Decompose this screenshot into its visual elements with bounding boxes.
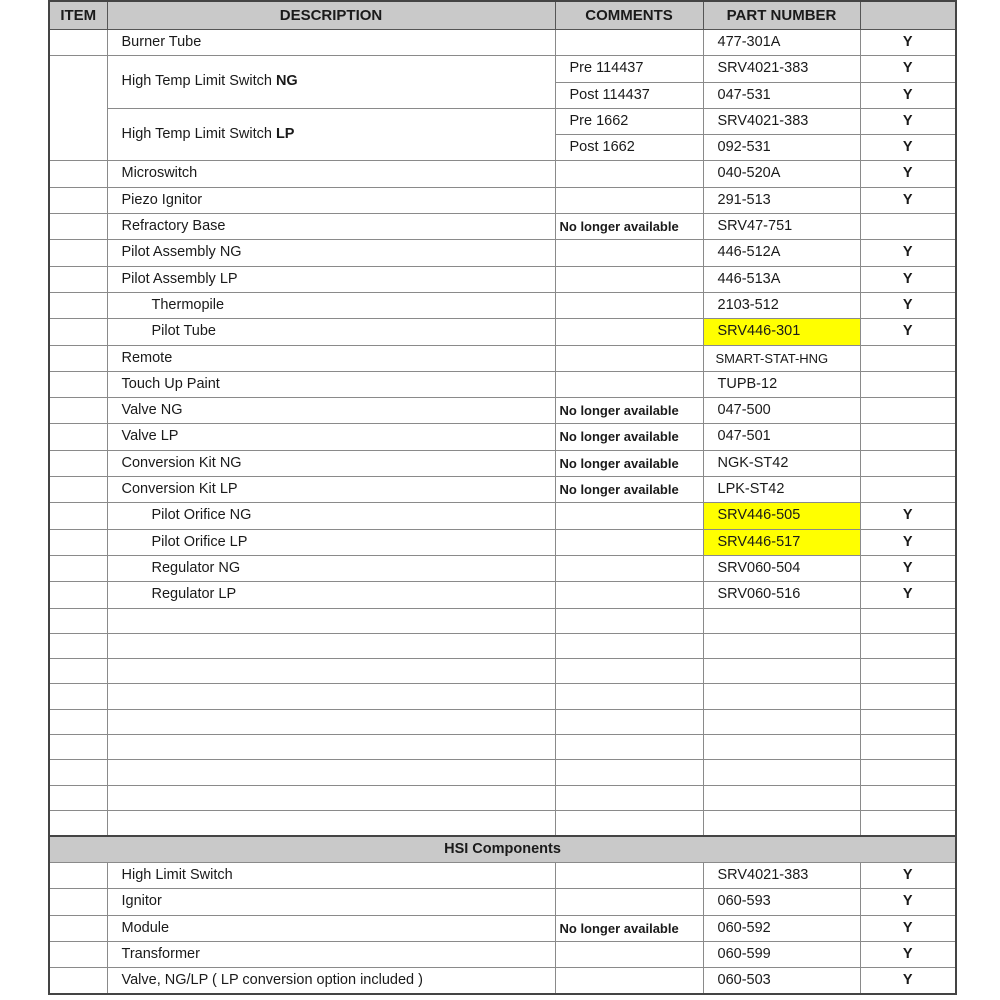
- item-cell: [49, 529, 107, 555]
- item-cell: [49, 915, 107, 941]
- flag-cell: Y: [860, 555, 956, 581]
- description-cell: Pilot Orifice NG: [107, 503, 555, 529]
- flag-cell: [860, 371, 956, 397]
- header-description: DESCRIPTION: [107, 1, 555, 30]
- section-title: HSI Components: [49, 836, 956, 863]
- description-cell: Ignitor: [107, 889, 555, 915]
- part-number-cell: 047-531: [703, 82, 860, 108]
- comment-cell: [555, 371, 703, 397]
- flag-cell: Y: [860, 56, 956, 82]
- item-cell: [49, 292, 107, 318]
- empty-row: [49, 760, 956, 785]
- table-row: [49, 424, 956, 450]
- comment-cell: No longer available: [555, 450, 703, 476]
- flag-cell: Y: [860, 135, 956, 161]
- comment-cell: [555, 941, 703, 967]
- flag-cell: Y: [860, 968, 956, 995]
- flag-cell: Y: [860, 292, 956, 318]
- table-row: [49, 345, 956, 371]
- table-row: [49, 319, 956, 345]
- flag-cell: [860, 450, 956, 476]
- comment-cell: Post 1662: [555, 135, 703, 161]
- table-row: [49, 292, 956, 318]
- flag-cell: Y: [860, 319, 956, 345]
- empty-row: [49, 709, 956, 734]
- part-number-cell: SMART-STAT-HNG: [703, 345, 860, 371]
- part-number-cell: 2103-512: [703, 292, 860, 318]
- flag-cell: Y: [860, 889, 956, 915]
- flag-cell: Y: [860, 82, 956, 108]
- header-comments: COMMENTS: [555, 1, 703, 30]
- description-cell: Valve LP: [107, 424, 555, 450]
- comment-cell: [555, 345, 703, 371]
- description-cell: Regulator LP: [107, 582, 555, 608]
- part-number-cell: 291-513: [703, 187, 860, 213]
- table-row: [49, 477, 956, 503]
- description-cell: [107, 56, 555, 109]
- table-row: [49, 56, 956, 82]
- comment-cell: [555, 582, 703, 608]
- comment-cell: [555, 968, 703, 995]
- description-cell: Piezo Ignitor: [107, 187, 555, 213]
- flag-cell: Y: [860, 266, 956, 292]
- section-header-row: [49, 836, 956, 863]
- part-number-cell: SRV060-516: [703, 582, 860, 608]
- table-row: [49, 941, 956, 967]
- flag-cell: [860, 345, 956, 371]
- part-number-cell-highlighted: SRV446-505: [703, 503, 860, 529]
- comment-cell: No longer available: [555, 214, 703, 240]
- flag-cell: [860, 477, 956, 503]
- flag-cell: Y: [860, 161, 956, 187]
- part-number-cell: SRV47-751: [703, 214, 860, 240]
- table-row: [49, 371, 956, 397]
- empty-row: [49, 659, 956, 684]
- empty-row: [49, 684, 956, 709]
- comment-cell: [555, 266, 703, 292]
- table-row: [49, 450, 956, 476]
- description-cell: Microswitch: [107, 161, 555, 187]
- part-number-cell: 060-593: [703, 889, 860, 915]
- description-cell: Valve NG: [107, 398, 555, 424]
- item-cell: [49, 450, 107, 476]
- part-number-cell-highlighted: SRV446-517: [703, 529, 860, 555]
- comment-cell: [555, 889, 703, 915]
- flag-cell: [860, 398, 956, 424]
- table-header-row: [49, 1, 956, 30]
- item-cell: [49, 56, 107, 161]
- table-row: [49, 889, 956, 915]
- part-number-cell: 047-500: [703, 398, 860, 424]
- comment-cell: Pre 114437: [555, 56, 703, 82]
- part-number-cell: 446-512A: [703, 240, 860, 266]
- table-row: [49, 582, 956, 608]
- description-cell: Pilot Assembly NG: [107, 240, 555, 266]
- comment-cell: [555, 863, 703, 889]
- description-cell: Burner Tube: [107, 30, 555, 56]
- description-cell: Conversion Kit NG: [107, 450, 555, 476]
- table-row: [49, 555, 956, 581]
- table-row: [49, 240, 956, 266]
- table-row: [49, 266, 956, 292]
- flag-cell: Y: [860, 529, 956, 555]
- description-cell: Remote: [107, 345, 555, 371]
- item-cell: [49, 345, 107, 371]
- part-number-cell: 092-531: [703, 135, 860, 161]
- item-cell: [49, 371, 107, 397]
- flag-cell: Y: [860, 240, 956, 266]
- description-cell: Pilot Tube: [107, 319, 555, 345]
- table-row: [49, 187, 956, 213]
- parts-table: [48, 0, 957, 995]
- comment-cell: [555, 319, 703, 345]
- comment-cell: No longer available: [555, 477, 703, 503]
- item-cell: [49, 161, 107, 187]
- item-cell: [49, 187, 107, 213]
- description-cell: Regulator NG: [107, 555, 555, 581]
- table-row: [49, 30, 956, 56]
- comment-cell: Pre 1662: [555, 108, 703, 134]
- comment-cell: No longer available: [555, 424, 703, 450]
- empty-row: [49, 735, 956, 760]
- flag-cell: Y: [860, 941, 956, 967]
- table-row: [49, 968, 956, 995]
- comment-cell: [555, 555, 703, 581]
- part-number-cell-highlighted: SRV446-301: [703, 319, 860, 345]
- table-row: [49, 863, 956, 889]
- comment-cell: [555, 30, 703, 56]
- flag-cell: Y: [860, 582, 956, 608]
- item-cell: [49, 424, 107, 450]
- comment-cell: [555, 503, 703, 529]
- description-cell: [107, 108, 555, 161]
- table-row: [49, 915, 956, 941]
- flag-cell: [860, 214, 956, 240]
- item-cell: [49, 477, 107, 503]
- part-number-cell: LPK-ST42: [703, 477, 860, 503]
- header-item: ITEM: [49, 1, 107, 30]
- part-number-cell: 060-599: [703, 941, 860, 967]
- comment-cell: [555, 187, 703, 213]
- description-text: High Temp Limit Switch: [121, 73, 276, 90]
- flag-cell: Y: [860, 915, 956, 941]
- item-cell: [49, 214, 107, 240]
- comment-cell: [555, 161, 703, 187]
- item-cell: [49, 582, 107, 608]
- header-part-number: PART NUMBER: [703, 1, 860, 30]
- comment-cell: No longer available: [555, 398, 703, 424]
- table-row: [49, 214, 956, 240]
- part-number-cell: 060-503: [703, 968, 860, 995]
- flag-cell: Y: [860, 503, 956, 529]
- item-cell: [49, 240, 107, 266]
- flag-cell: Y: [860, 187, 956, 213]
- fuel-type-label: NG: [275, 73, 298, 90]
- flag-cell: Y: [860, 108, 956, 134]
- description-cell: High Limit Switch: [107, 863, 555, 889]
- item-cell: [49, 863, 107, 889]
- comment-cell: [555, 292, 703, 318]
- table-row: [49, 503, 956, 529]
- flag-cell: Y: [860, 30, 956, 56]
- flag-cell: [860, 424, 956, 450]
- item-cell: [49, 941, 107, 967]
- item-cell: [49, 266, 107, 292]
- description-cell: Valve, NG/LP ( LP conversion option included ): [107, 968, 555, 995]
- table-row: [49, 398, 956, 424]
- description-cell: Conversion Kit LP: [107, 477, 555, 503]
- header-flag: [860, 1, 956, 30]
- item-cell: [49, 555, 107, 581]
- description-cell: Pilot Assembly LP: [107, 266, 555, 292]
- part-number-cell: 446-513A: [703, 266, 860, 292]
- description-cell: Refractory Base: [107, 214, 555, 240]
- empty-row: [49, 608, 956, 633]
- comment-cell: [555, 240, 703, 266]
- flag-cell: Y: [860, 863, 956, 889]
- part-number-cell: TUPB-12: [703, 371, 860, 397]
- comment-cell: Post 114437: [555, 82, 703, 108]
- description-text: High Temp Limit Switch: [121, 126, 276, 143]
- description-cell: Touch Up Paint: [107, 371, 555, 397]
- item-cell: [49, 30, 107, 56]
- part-number-cell: NGK-ST42: [703, 450, 860, 476]
- description-cell: Thermopile: [107, 292, 555, 318]
- item-cell: [49, 319, 107, 345]
- empty-row: [49, 633, 956, 658]
- table-row: [49, 108, 956, 134]
- part-number-cell: 477-301A: [703, 30, 860, 56]
- comment-cell: [555, 529, 703, 555]
- item-cell: [49, 503, 107, 529]
- part-number-cell: SRV060-504: [703, 555, 860, 581]
- part-number-cell: SRV4021-383: [703, 863, 860, 889]
- table-row: [49, 161, 956, 187]
- item-cell: [49, 398, 107, 424]
- empty-row: [49, 810, 956, 835]
- part-number-cell: 047-501: [703, 424, 860, 450]
- item-cell: [49, 968, 107, 995]
- part-number-cell: SRV4021-383: [703, 108, 860, 134]
- comment-cell: No longer available: [555, 915, 703, 941]
- empty-row: [49, 785, 956, 810]
- description-cell: Transformer: [107, 941, 555, 967]
- part-number-cell: SRV4021-383: [703, 56, 860, 82]
- part-number-cell: 040-520A: [703, 161, 860, 187]
- description-cell: Pilot Orifice LP: [107, 529, 555, 555]
- item-cell: [49, 889, 107, 915]
- description-cell: Module: [107, 915, 555, 941]
- fuel-type-label: LP: [275, 126, 295, 143]
- table-row: [49, 529, 956, 555]
- part-number-cell: 060-592: [703, 915, 860, 941]
